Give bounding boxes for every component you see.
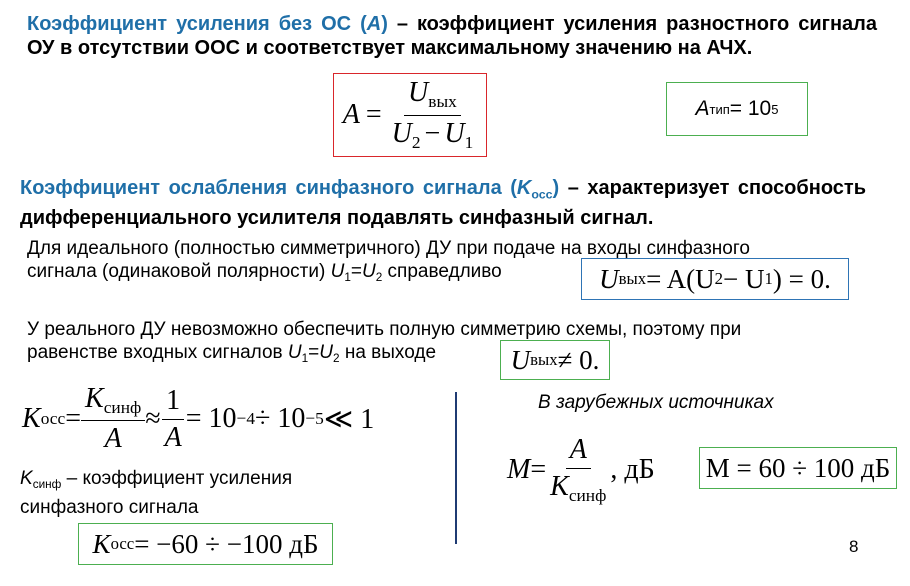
para-ideal-line1: Для идеального (полностью симметричного) ДУ при подаче на входы синфазного	[27, 238, 750, 259]
ksinf-note: $K_{синф}$ – коэффициент усиления синфазного сигнала	[20, 468, 293, 519]
cmrr-term: Коэффициент ослабления синфазного сигнала (	[20, 177, 517, 199]
a-typ-sub: тип	[709, 101, 730, 117]
a-typ-var: A	[695, 97, 710, 120]
gain-definition-text: – коэффициент усиления разностного сигнала ОУ в отсутствии ООС и соответствует максимальному значению на АЧХ.	[27, 13, 877, 59]
kocc-fraction-2: $\frac{1}{A}$	[161, 385, 186, 454]
gain-term-end: )	[381, 13, 388, 35]
cmrr-term-end: )	[552, 177, 560, 199]
cmrr-symbol-sub: осс	[531, 187, 553, 202]
para-real-line2: равенстве входных сигналов $U_1=U_2$ на выходе	[27, 342, 437, 366]
formula-m-fraction: $\frac{A}{K_{синф}}$	[550, 433, 607, 506]
formula-m-db-box: M = 60 ÷ 100 дБ	[699, 447, 897, 489]
para-ideal-line2: сигнала (одинаковой полярности) $U_1=U_2$ справедливо	[27, 261, 502, 285]
formula-m: M = $\frac{A}{K_{синф}}$ , дБ	[507, 433, 655, 506]
cmrr-definition-text: – характеризует способность дифференциального усилителя подавлять синфазный сигнал.	[20, 177, 867, 230]
formula-a-fraction	[388, 77, 478, 152]
para-real-diff-amp	[27, 318, 877, 370]
formula-a-lhs: A	[342, 99, 360, 130]
gain-symbol: A	[366, 13, 382, 35]
formula-a-numerator: $U_{вых}$	[404, 77, 461, 115]
page-number: 8	[849, 537, 859, 556]
cmrr-symbol: K	[516, 177, 532, 199]
gain-term: Коэффициент усиления без ОС (	[27, 13, 367, 35]
formula-gain-box	[333, 73, 487, 157]
para-real-line1: У реального ДУ невозможно обеспечить полную симметрию схемы, поэтому при	[27, 319, 742, 340]
a-typ-exp: 5	[771, 101, 779, 117]
para-gain-definition	[27, 12, 877, 60]
formula-a-eq: =	[365, 99, 382, 130]
formula-real-box: U вых ≠ 0.	[500, 340, 610, 380]
formula-kocc: K осс = $\frac{K_{синф}}{A}$ ≈ $\frac{1}{A}$ = 10 −4 ÷ 10 −5 ≪ 1	[22, 382, 375, 455]
formula-ideal-box: U вых = A(U 2 − U 1 ) = 0.	[581, 258, 849, 300]
foreign-sources-label: В зарубежных источниках	[538, 392, 774, 413]
kocc-fraction-1: $\frac{K_{синф}}{A}$	[81, 383, 145, 455]
para-cmrr-definition	[20, 176, 866, 230]
vertical-divider	[455, 392, 457, 544]
a-typical-box	[666, 82, 808, 136]
formula-kocc-db-box: K осс = −60 ÷ −100 дБ	[78, 523, 333, 565]
a-typ-value: = 10	[729, 97, 772, 120]
formula-a-denominator: $U_2 - U_1$	[391, 117, 474, 152]
